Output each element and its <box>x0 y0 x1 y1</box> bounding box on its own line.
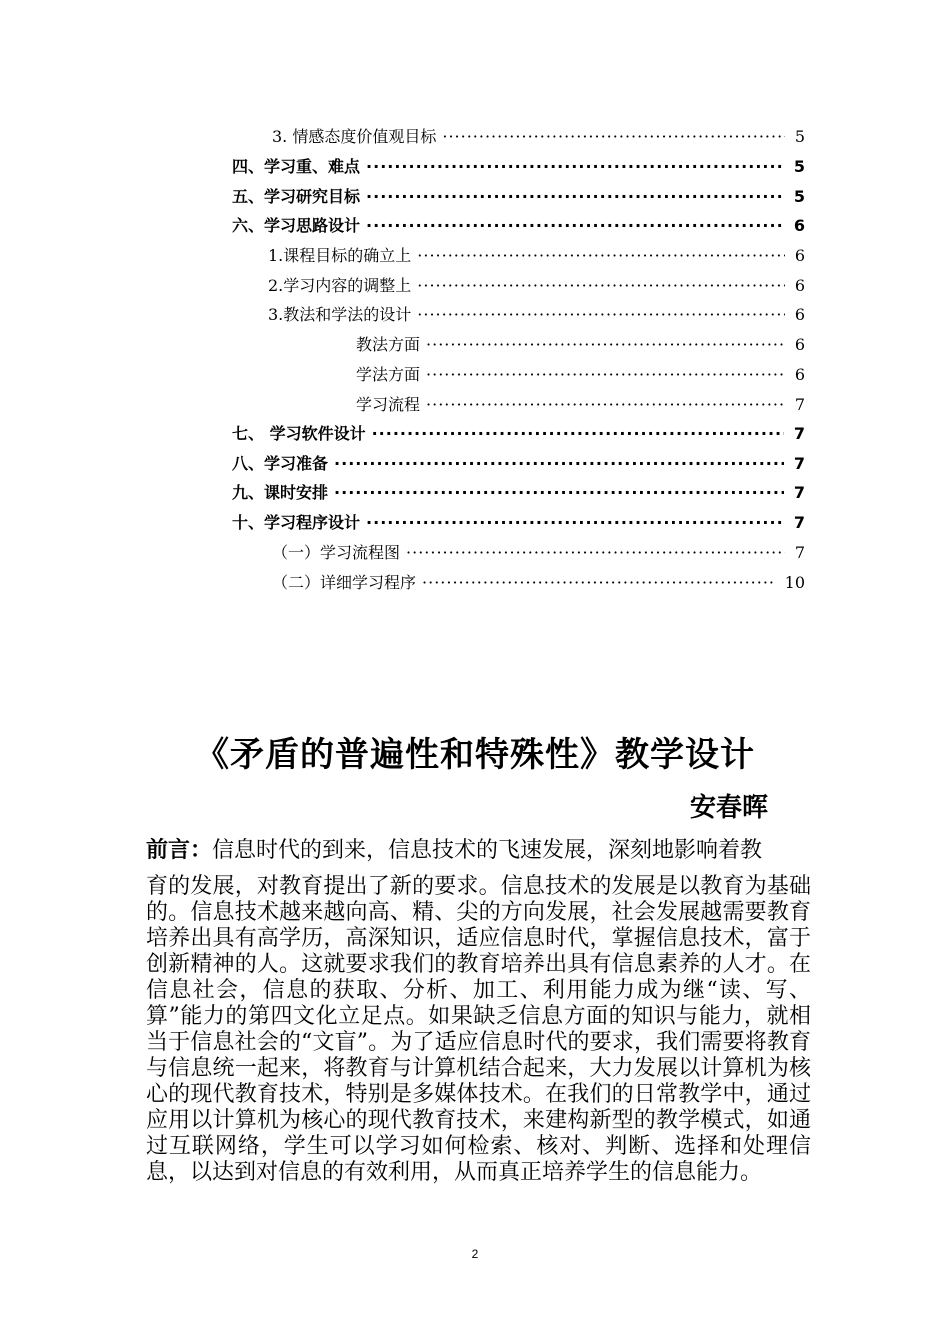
toc-entry <box>356 365 805 385</box>
toc-entry <box>232 424 805 444</box>
toc-entry-number: 十、 <box>232 513 265 532</box>
preface-lead: 前言： <box>146 838 213 863</box>
toc-leader-dots <box>372 424 784 444</box>
toc-entry <box>268 305 805 325</box>
toc-entry-number: 五、 <box>232 187 265 206</box>
toc-entry-number: 九、 <box>232 483 265 502</box>
page-number: 2 <box>471 1247 479 1261</box>
toc-entry-page: 7 <box>793 513 805 532</box>
toc-entry-label: 学法方面 <box>356 365 421 384</box>
toc-leader-dots <box>366 513 784 533</box>
toc-leader-dots <box>417 276 785 296</box>
toc-entry <box>272 573 805 593</box>
toc-entry <box>268 276 805 296</box>
toc-leader-dots <box>417 246 785 266</box>
toc-entry-page: 7 <box>793 483 805 502</box>
toc-leader-dots <box>426 335 785 355</box>
author-name: 安春晖 <box>690 793 769 823</box>
toc-entry-page: 6 <box>794 246 805 265</box>
toc-leader-dots <box>426 365 785 385</box>
toc-entry-label: 学习流程 <box>356 395 421 414</box>
toc-leader-dots <box>406 543 785 563</box>
toc-entry-label: （二）详细学习程序 <box>272 573 417 592</box>
toc-entry-number: 四、 <box>232 157 265 176</box>
toc-entry-label: 3.教法和学法的设计 <box>268 305 412 324</box>
toc-entry-label: 1.课程目标的确立上 <box>268 246 412 265</box>
toc-entry-label: 2.学习内容的调整上 <box>268 276 412 295</box>
toc-entry-page: 7 <box>793 454 805 473</box>
toc-entry-page: 6 <box>794 276 805 295</box>
toc-entry <box>272 127 805 147</box>
toc-leader-dots <box>334 454 784 474</box>
toc-entry-page: 7 <box>793 424 805 443</box>
toc-entry <box>268 246 805 266</box>
toc-leader-dots <box>366 157 784 177</box>
toc-leader-dots <box>417 305 785 325</box>
toc-entry <box>232 157 805 177</box>
toc-leader-dots <box>334 483 784 503</box>
toc-entry <box>272 543 805 563</box>
toc-entry-page: 5 <box>794 127 805 146</box>
toc-entry-label: 学习重、难点 <box>264 157 361 176</box>
toc-entry <box>232 483 805 503</box>
toc-entry-page: 6 <box>794 335 805 354</box>
toc-entry-page: 7 <box>794 395 805 414</box>
toc-entry <box>232 187 805 207</box>
preface-body: 育的发展，对教育提出了新的要求。信息技术的发展是以教育为基础的。信息技术越来越向高、精、尖的方向发展，社会发展越需要教育培养出具有高学历，高深知识，适应信息时代，掌握信息技术，富于创新精神的人。这就要求我们的教育培养出具有信息素养的人才。在信息社会，信息的获取、分析、加工、利用能力成为继“读、写、算”能力的第四文化立足点。如果缺乏信息方面的知识与能力，就相当于信息社会的“文盲”。为了适应信息时代的要求，我们需要将教育与信息统一起来，将教育与计算机结合起来，大力发展以计算机为核心的现代教育技术，特别是多媒体技术。在我们的日常教学中，通过应用以计算机为核心的现代教育技术，来建构新型的教学模式，如通过互联网络，学生可以学习如何检索、核对、判断、选择和处理信息，以达到对信息的有效利用，从而真正培养学生的信息能力。 <box>146 874 811 1185</box>
toc-entry-page: 5 <box>793 157 805 176</box>
document-title: 《矛盾的普遍性和特殊性》教学设计 <box>195 735 755 775</box>
toc-leader-dots <box>366 187 784 207</box>
toc-entry-label: 3. 情感态度价值观目标 <box>272 127 437 146</box>
toc-entry <box>232 454 805 474</box>
preface-first-text: 信息时代的到来，信息技术的飞速发展，深刻地影响着教 <box>212 838 763 863</box>
toc-entry-number: 八、 <box>232 454 265 473</box>
toc-entry <box>356 395 805 415</box>
toc-entry-page: 6 <box>794 305 805 324</box>
toc-entry-page: 6 <box>793 216 805 235</box>
toc-leader-dots <box>422 573 775 593</box>
toc-leader-dots <box>426 395 785 415</box>
toc-entry-page: 10 <box>784 573 805 592</box>
toc-entry-label: 教法方面 <box>356 335 421 354</box>
toc-entry-label: 课时安排 <box>264 483 329 502</box>
toc-entry-page: 6 <box>794 365 805 384</box>
toc-entry-page: 5 <box>793 187 805 206</box>
toc-entry-label: 学习程序设计 <box>264 513 361 532</box>
preface-paragraph <box>146 838 811 1186</box>
toc-entry-label: 学习思路设计 <box>264 216 361 235</box>
toc-entry-label: （一）学习流程图 <box>272 543 401 562</box>
toc-leader-dots <box>366 216 784 236</box>
toc-entry <box>232 216 805 236</box>
toc-entry <box>356 335 805 355</box>
toc-entry-label: 七、 学习软件设计 <box>232 424 366 443</box>
toc-leader-dots <box>442 127 784 147</box>
toc-entry-label: 学习准备 <box>264 454 329 473</box>
toc-entry-page: 7 <box>794 543 805 562</box>
toc-entry <box>232 513 805 533</box>
preface-first-line <box>146 838 811 864</box>
toc-entry-number: 六、 <box>232 216 265 235</box>
toc-entry-label: 学习研究目标 <box>264 187 361 206</box>
